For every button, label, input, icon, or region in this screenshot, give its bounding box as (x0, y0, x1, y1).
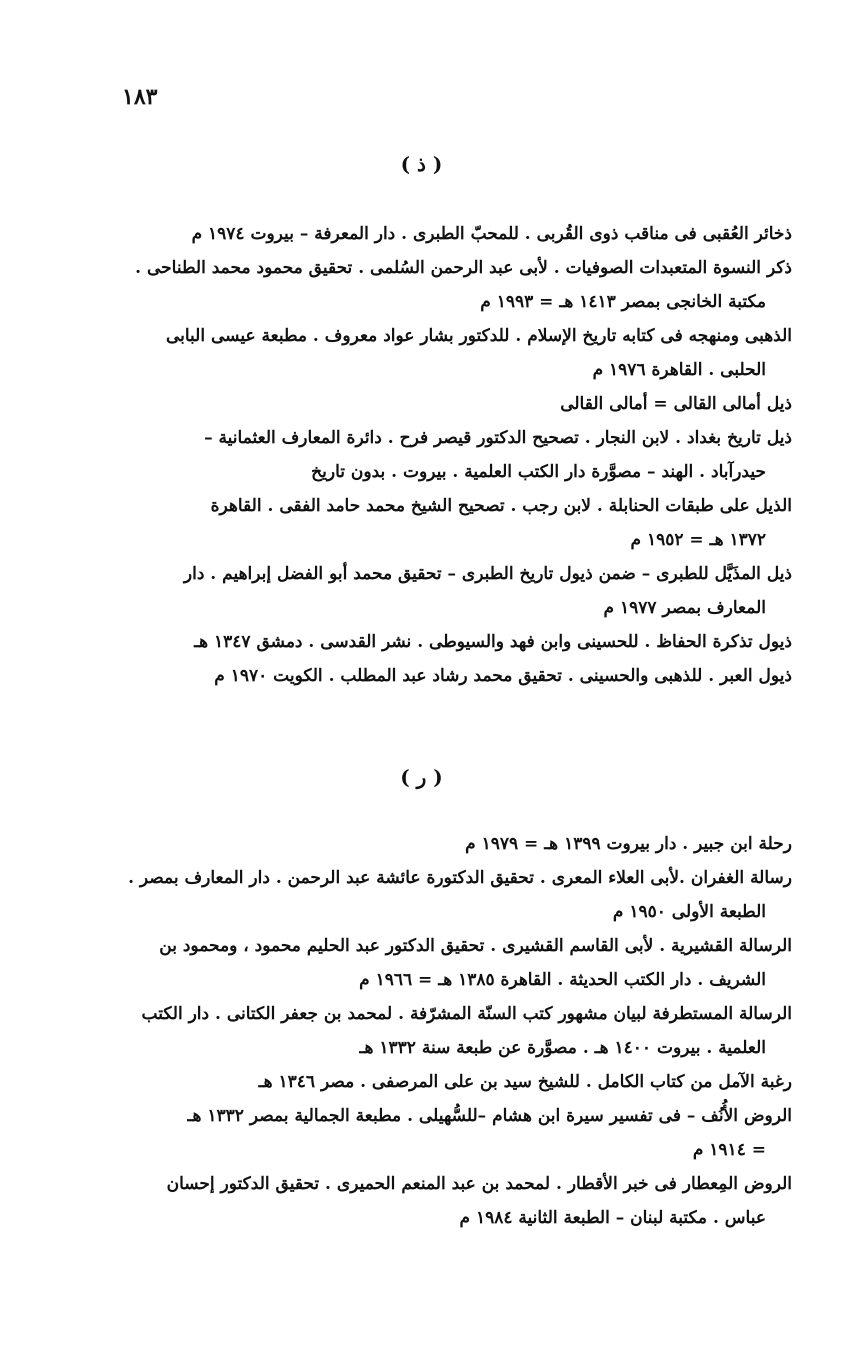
entry-line: الذهبى ومنهجه فى كتابه تاريخ الإسلام . للدكتور بشار عواد معروف . مطبعة عيسى البابى (165, 326, 792, 346)
entry-line: رحلة ابن جبير . دار بيروت ١٣٩٩ هـ = ١٩٧٩ م (465, 834, 792, 854)
bibliography-entry (98, 1099, 792, 1167)
bibliography-entry (98, 997, 792, 1065)
bibliography-entry (98, 861, 792, 929)
entry-line: رغبة الآمل من كتاب الكامل . للشيخ سيد بن على المرصفى . مصر ١٣٤٦ هـ (258, 1072, 792, 1092)
bibliography-entry (98, 251, 792, 319)
section-entries-ra (98, 827, 792, 1235)
section-entries-dhal (98, 217, 792, 693)
entry-continuation-line: = ١٩١٤ م (692, 1140, 766, 1160)
entry-line: الروض المِعطار فى خبر الأقطار . لمحمد بن عبد المنعم الحميرى . تحقيق الدكتور إحسان (166, 1174, 792, 1194)
bibliography-entry (98, 1065, 792, 1099)
bibliography-entry (98, 827, 792, 861)
entry-continuation-line: الحلبى . القاهرة ١٩٧٦ م (592, 360, 766, 380)
entry-continuation-line: الشريف . دار الكتب الحديثة . القاهرة ١٣٨٥ هـ = ١٩٦٦ م (359, 970, 766, 990)
page-number: ١٨٣ (122, 84, 158, 110)
entry-line: الرسالة المستطرفة لبيان مشهور كتب السنّة المشرّفة . لمحمد بن جعفر الكتانى . دار الكتب (141, 1004, 792, 1024)
bibliography-entry (98, 387, 792, 421)
entry-continuation-line: ١٣٧٢ هـ = ١٩٥٢ م (630, 530, 766, 550)
section-heading-ra: ( ر ) (400, 765, 443, 789)
bibliography-entry (98, 1167, 792, 1235)
bibliography-entry (98, 625, 792, 659)
bibliography-entry (98, 929, 792, 997)
entry-line: ذيل تاريخ بغداد . لابن النجار . تصحيح الدكتور قيصر فرح . دائرة المعارف العثمانية – (204, 428, 792, 448)
entry-line: ذخائر العُقبى فى مناقب ذوى القُربى . للمحبّ الطبرى . دار المعرفة – بيروت ١٩٧٤ م (191, 224, 792, 244)
bibliography-entry (98, 319, 792, 387)
bibliography-entry (98, 659, 792, 693)
bibliography-entry (98, 421, 792, 489)
entry-continuation-line: عباس . مكتبة لبنان – الطبعة الثانية ١٩٨٤ م (459, 1208, 766, 1228)
entry-line: رسالة الغفران .لأبى العلاء المعرى . تحقيق الدكتورة عائشة عبد الرحمن . دار المعارف بمصر . (128, 868, 792, 888)
entry-continuation-line: الطبعة الأولى ١٩٥٠ م (612, 902, 766, 922)
entry-continuation-line: المعارف بمصر ١٩٧٧ م (603, 598, 766, 618)
bibliography-entry (98, 557, 792, 625)
entry-continuation-line: حيدرآباد . الهند – مصوَّرة دار الكتب العلمية . بيروت . بدون تاريخ (311, 462, 766, 482)
entry-line: الروض الأُنُف – فى تفسير سيرة ابن هشام –للسُّهيلى . مطبعة الجمالية بمصر ١٣٣٢ هـ (187, 1106, 792, 1126)
entry-continuation-line: العلمية . بيروت ١٤٠٠ هـ . مصوَّرة عن طبعة سنة ١٣٣٢ هـ (359, 1038, 766, 1058)
entry-line: ذيل أمالى القالى = أمالى القالى (560, 394, 792, 414)
section-heading-dhal: ( ذ ) (400, 152, 443, 176)
entry-line: ذكر النسوة المتعبدات الصوفيات . لأبى عبد الرحمن السُلمى . تحقيق محمود محمد الطناحى . (135, 258, 792, 278)
entry-line: ذيل المذَيَّل للطبرى – ضمن ذيول تاريخ الطبرى – تحقيق محمد أبو الفضل إبراهيم . دار (183, 564, 792, 584)
bibliography-entry (98, 217, 792, 251)
entry-continuation-line: مكتبة الخانجى بمصر ١٤١٣ هـ = ١٩٩٣ م (480, 292, 766, 312)
entry-line: ذيول العبر . للذهبى والحسينى . تحقيق محمد رشاد عبد المطلب . الكويت ١٩٧٠ م (214, 666, 792, 686)
entry-line: الذيل على طبقات الحنابلة . لابن رجب . تصحيح الشيخ محمد حامد الفقى . القاهرة (210, 496, 792, 516)
entry-line: الرسالة القشيرية . لأبى القاسم القشيرى . تحقيق الدكتور عبد الحليم محمود ، ومحمود بن (159, 936, 792, 956)
entry-line: ذيول تذكرة الحفاظ . للحسينى وابن فهد والسيوطى . نشر القدسى . دمشق ١٣٤٧ هـ (194, 632, 792, 652)
bibliography-entry (98, 489, 792, 557)
